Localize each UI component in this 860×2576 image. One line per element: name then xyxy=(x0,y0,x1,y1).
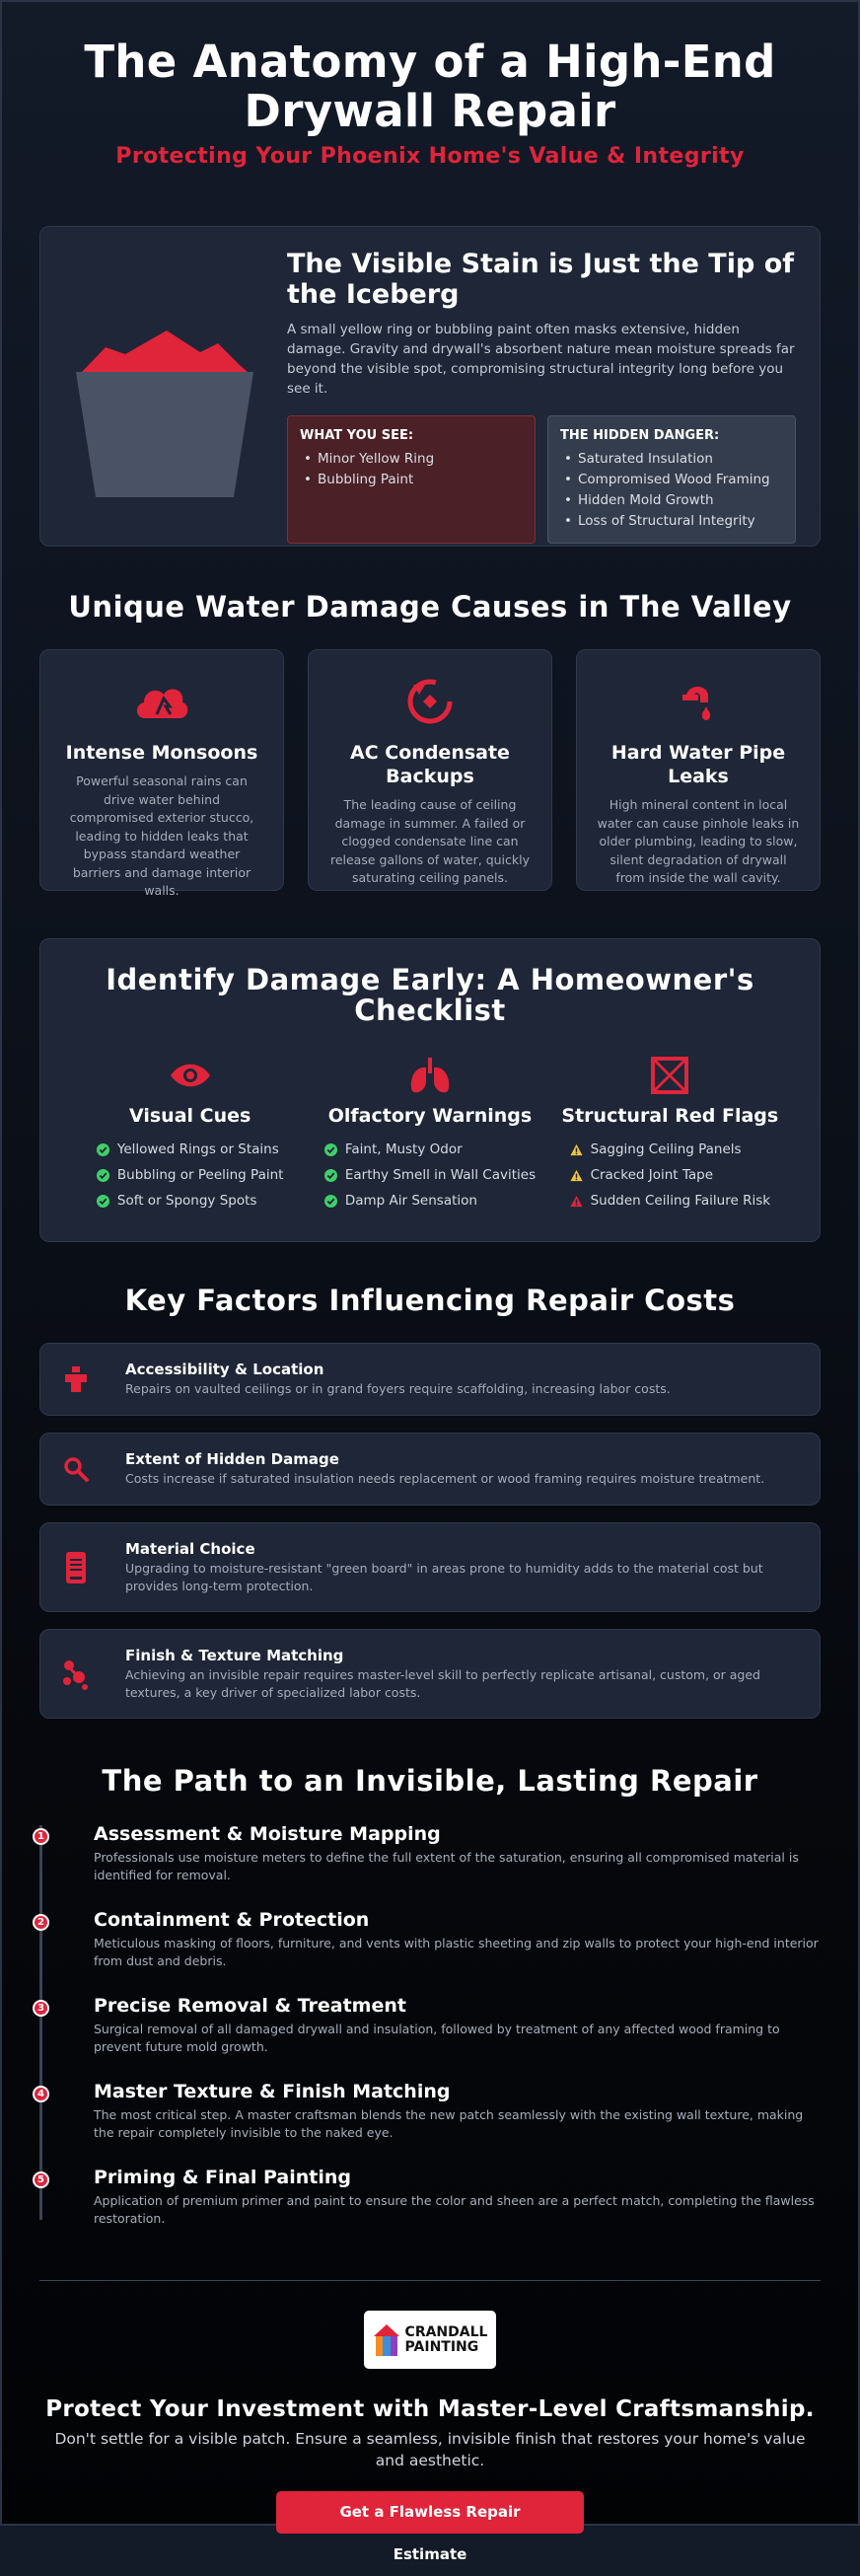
check-icon xyxy=(97,1143,109,1156)
step-body: Meticulous masking of floors, furniture, and vents with plastic sheeting and zip walls to protect your high-end interior from dust and debris. xyxy=(94,1936,819,1968)
cost-factor-body: Repairs on vaulted ceilings or in grand foyers require scaffolding, increasing labor costs. xyxy=(125,1381,671,1396)
checklist-column-title: Structural Red Flags xyxy=(561,1105,779,1127)
get-estimate-button[interactable]: Get a Flawless Repair Estimate xyxy=(276,2491,584,2534)
paint-splatter-icon xyxy=(60,1657,92,1691)
what-you-see-box xyxy=(287,415,536,544)
cost-factor-title: Material Choice xyxy=(125,1539,255,1558)
cause-card-ac xyxy=(308,649,552,891)
step-number: 3 xyxy=(33,2000,49,2017)
cost-factor-title: Extent of Hidden Damage xyxy=(125,1450,339,1468)
cost-factor-finish xyxy=(39,1629,821,1719)
what-you-see-heading: WHAT YOU SEE: xyxy=(300,428,414,443)
cost-factor-title: Finish & Texture Matching xyxy=(125,1646,344,1664)
cause-body: The leading cause of ceiling damage in summer. A failed or clogged condensate line can release gallons of water, quickly saturating ceiling panels. xyxy=(329,797,531,885)
cost-factor-body: Upgrading to moisture-resistant "green board" in areas prone to humidity adds to the material cost but provides long-term protection. xyxy=(125,1560,763,1593)
storm-cloud-icon xyxy=(60,678,263,725)
cost-factor-accessibility xyxy=(39,1343,821,1416)
list-item: Sudden Ceiling Failure Risk xyxy=(570,1188,771,1214)
magnifier-icon xyxy=(60,1456,92,1482)
check-icon xyxy=(324,1143,337,1156)
drywall-board-icon xyxy=(60,1551,92,1584)
step-number: 5 xyxy=(33,2171,49,2188)
step-body: Application of premium primer and paint to ensure the color and sheen are a perfect match, completing the flawless restoration. xyxy=(94,2193,815,2226)
cause-title: Hard Water Pipe Leaks xyxy=(610,742,786,787)
checklist-column-title: Olfactory Warnings xyxy=(327,1105,533,1127)
footer-divider xyxy=(39,2280,821,2281)
iceberg-title: The Visible Stain is Just the Tip of the Iceberg xyxy=(287,249,795,310)
check-icon xyxy=(97,1195,109,1208)
list-item: • Bubbling Paint xyxy=(300,470,523,490)
hidden-danger-heading: THE HIDDEN DANGER: xyxy=(560,428,720,443)
list-item: • Saturated Insulation xyxy=(560,449,783,470)
cause-card-monsoons xyxy=(39,649,284,898)
checklist-column-visual xyxy=(70,1056,310,1214)
checklist-card xyxy=(39,938,821,1242)
list-item: Earthy Smell in Wall Cavities xyxy=(324,1162,536,1188)
list-item: Sagging Ceiling Panels xyxy=(570,1137,771,1162)
page-title: The Anatomy of a High-End Drywall Repair xyxy=(84,36,776,137)
list-item: • Minor Yellow Ring xyxy=(300,449,523,470)
causes-title: Unique Water Damage Causes in The Valley xyxy=(68,590,792,624)
repair-step xyxy=(39,2167,821,2252)
warning-icon xyxy=(570,1143,583,1156)
iceberg-body: A small yellow ring or bubbling paint often masks extensive, hidden damage. Gravity and drywall's absorbent nature mean moisture spreads far beyond the visible spot, compromising structural integrity long before you see it. xyxy=(287,322,795,397)
list-item: Cracked Joint Tape xyxy=(570,1162,771,1188)
cost-factors-title: Key Factors Influencing Repair Costs xyxy=(124,1284,736,1317)
list-item: • Compromised Wood Framing xyxy=(560,470,783,490)
eye-icon xyxy=(70,1056,310,1095)
cost-factor-material xyxy=(39,1522,821,1612)
warning-icon xyxy=(570,1169,583,1182)
list-item: • Loss of Structural Integrity xyxy=(560,511,783,532)
check-icon xyxy=(97,1169,109,1182)
footer-body: Don't settle for a visible patch. Ensure a seamless, invisible finish that restores your home's value and aesthetic. xyxy=(54,2430,806,2469)
repair-step xyxy=(39,1823,821,1909)
crandall-painting-logo xyxy=(364,2311,496,2369)
hidden-danger-box xyxy=(547,415,796,544)
list-item: Faint, Musty Odor xyxy=(324,1137,536,1162)
location-icon xyxy=(60,1364,92,1394)
checklist-column-structural xyxy=(550,1056,790,1214)
danger-icon xyxy=(570,1195,583,1208)
iceberg-card xyxy=(39,226,821,547)
cause-card-hard-water xyxy=(576,649,821,891)
logo-text-line: PAINTING xyxy=(404,2338,479,2355)
step-number: 4 xyxy=(33,2086,49,2102)
lungs-icon xyxy=(310,1056,549,1095)
checklist-title: Identify Damage Early: A Homeowner's Checklist xyxy=(106,963,754,1027)
cause-title: AC Condensate Backups xyxy=(350,742,510,787)
list-item: Yellowed Rings or Stains xyxy=(97,1137,284,1162)
cause-body: Powerful seasonal rains can drive water behind compromised exterior stucco, leading to hidden leaks that bypass standard weather barriers and damage interior walls. xyxy=(69,773,254,898)
list-item: • Hidden Mold Growth xyxy=(560,490,783,511)
footer xyxy=(39,2311,821,2563)
repair-step xyxy=(39,2081,821,2167)
repair-step xyxy=(39,1909,821,1995)
checklist-column-title: Visual Cues xyxy=(128,1105,251,1127)
broken-frame-icon xyxy=(550,1056,790,1095)
repair-step xyxy=(39,1995,821,2081)
step-title: Priming & Final Painting xyxy=(94,2167,352,2188)
cause-body: High mineral content in local water can cause pinhole leaks in older plumbing, leading to slow, silent degradation of drywall from inside the wall cavity. xyxy=(597,797,800,885)
cost-factors-list xyxy=(39,1343,821,1719)
repair-steps xyxy=(39,1823,821,2252)
step-title: Precise Removal & Treatment xyxy=(94,1995,406,2017)
hero xyxy=(39,2,821,169)
checklist-column-olfactory xyxy=(310,1056,549,1214)
step-body: The most critical step. A master craftsman blends the new patch seamlessly with the existing wall texture, making the repair completely invisible to the naked eye. xyxy=(94,2107,804,2140)
causes-grid xyxy=(39,649,821,898)
cost-factor-hidden-damage xyxy=(39,1433,821,1506)
footer-headline: Protect Your Investment with Master-Level Craftsmanship. xyxy=(45,2396,815,2422)
ac-cycle-icon xyxy=(328,678,532,725)
stained-bucket-icon xyxy=(64,249,269,524)
step-number: 1 xyxy=(33,1828,49,1845)
check-icon xyxy=(324,1169,337,1182)
faucet-icon xyxy=(597,678,800,725)
step-body: Professionals use moisture meters to define the full extent of the saturation, ensuring all compromised material is identified for removal. xyxy=(94,1850,799,1882)
list-item: Damp Air Sensation xyxy=(324,1188,536,1214)
logo-text-line: CRANDALL xyxy=(404,2323,488,2340)
check-icon xyxy=(324,1195,337,1208)
cost-factor-body: Costs increase if saturated insulation needs replacement or wood framing requires moisture treatment. xyxy=(125,1471,765,1486)
page-subtitle: Protecting Your Phoenix Home's Value & Integrity xyxy=(115,144,745,169)
cause-title: Intense Monsoons xyxy=(65,742,258,764)
list-item: Bubbling or Peeling Paint xyxy=(97,1162,284,1188)
house-brush-icon xyxy=(373,2322,400,2358)
step-title: Containment & Protection xyxy=(94,1909,370,1931)
repair-path-title: The Path to an Invisible, Lasting Repair xyxy=(102,1764,758,1798)
list-item: Soft or Spongy Spots xyxy=(97,1188,284,1214)
cost-factor-title: Accessibility & Location xyxy=(125,1361,324,1378)
cost-factor-body: Achieving an invisible repair requires master-level skill to perfectly replicate artisanal, custom, or aged textures, a key driver of specialized labor costs. xyxy=(125,1666,760,1700)
step-body: Surgical removal of all damaged drywall and insulation, followed by treatment of any affected wood framing to prevent future mold growth. xyxy=(94,2022,780,2054)
step-title: Master Texture & Finish Matching xyxy=(94,2081,451,2102)
step-number: 2 xyxy=(33,1914,49,1931)
step-title: Assessment & Moisture Mapping xyxy=(94,1823,441,1845)
